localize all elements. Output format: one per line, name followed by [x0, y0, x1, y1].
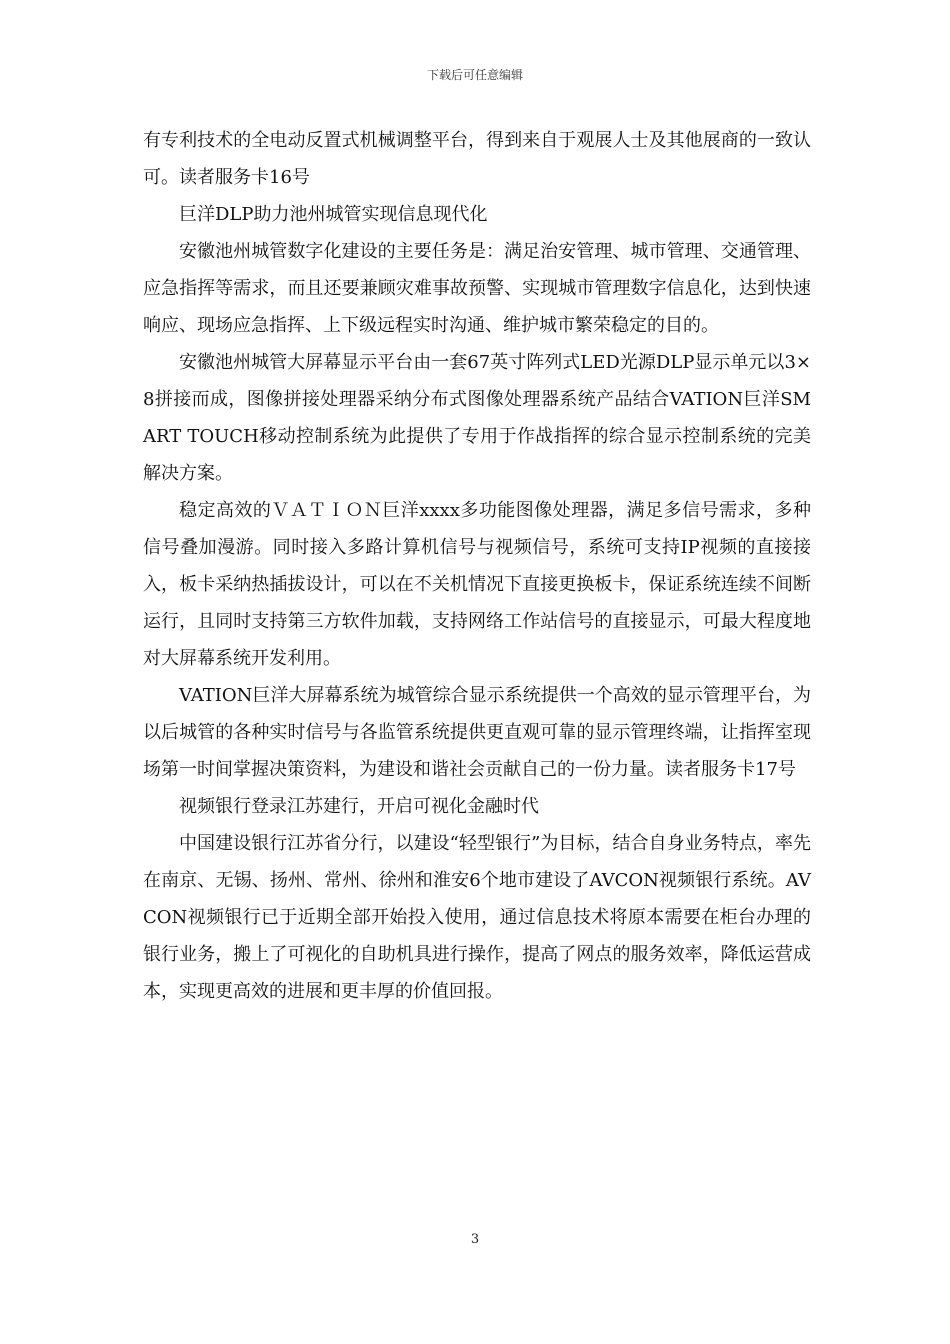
paragraph-8: 中国建设银行江苏省分行，以建设“轻型银行”为目标，结合自身业务特点，率先在南京、无锡、扬州、常州、徐州和淮安6个地市建设了AVCON视频银行系统。AVCON视频银行已于近期全部开始投入使用，通过信息技术将原本需要在柜台办理的银行业务，搬上了可视化的自助机具进行操作，提高了网点的服务效率，降低运营成本，实现更高效的进展和更丰厚的价值回报。	[143, 833, 811, 1002]
paragraph-1: 有专利技术的全电动反置式机械调整平台，得到来自于观展人士及其他展商的一致认可。读者服务卡16号	[143, 130, 811, 188]
paragraph-4: 安徽池州城管大屏幕显示平台由一套67英寸阵列式LED光源DLP显示单元以3×8拼接而成，图像拼接处理器采纳分布式图像处理器系统产品结合VATION巨洋SMART TOUCH移动控制系统为此提供了专用于作战指挥的综合显示控制系统的完美解决方案。	[143, 352, 811, 484]
page-number: 3	[470, 1232, 480, 1247]
document-body	[143, 122, 811, 1010]
page-header: 下载后可任意编辑	[426, 68, 523, 82]
section-heading-video-bank: 视频银行登录江苏建行，开启可视化金融时代	[179, 796, 539, 817]
paragraph-6: VATION巨洋大屏幕系统为城管综合显示系统提供一个高效的显示管理平台，为以后城管的各种实时信号与各监管系统提供更直观可靠的显示管理终端，让指挥室现场第一时间掌握决策资料，为建设和谐社会贡献自己的一份力量。读者服务卡17号	[143, 685, 811, 780]
section-heading-dlp: 巨洋DLP助力池州城管实现信息现代化	[179, 204, 488, 225]
paragraph-5: 稳定高效的ＶＡＴＩＯＮ巨洋xxxx多功能图像处理器，满足多信号需求，多种信号叠加漫游。同时接入多路计算机信号与视频信号，系统可支持IP视频的直接接入，板卡采纳热插拔设计，可以在不关机情况下直接更换板卡，保证系统连续不间断运行，且同时支持第三方软件加载，支持网络工作站信号的直接显示，可最大程度地对大屏幕系统开发利用。	[143, 500, 811, 669]
paragraph-3: 安徽池州城管数字化建设的主要任务是：满足治安管理、城市管理、交通管理、应急指挥等需求，而且还要兼顾灾难事故预警、实现城市管理数字信息化，达到快速响应、现场应急指挥、上下级远程实时沟通、维护城市繁荣稳定的目的。	[143, 241, 811, 336]
